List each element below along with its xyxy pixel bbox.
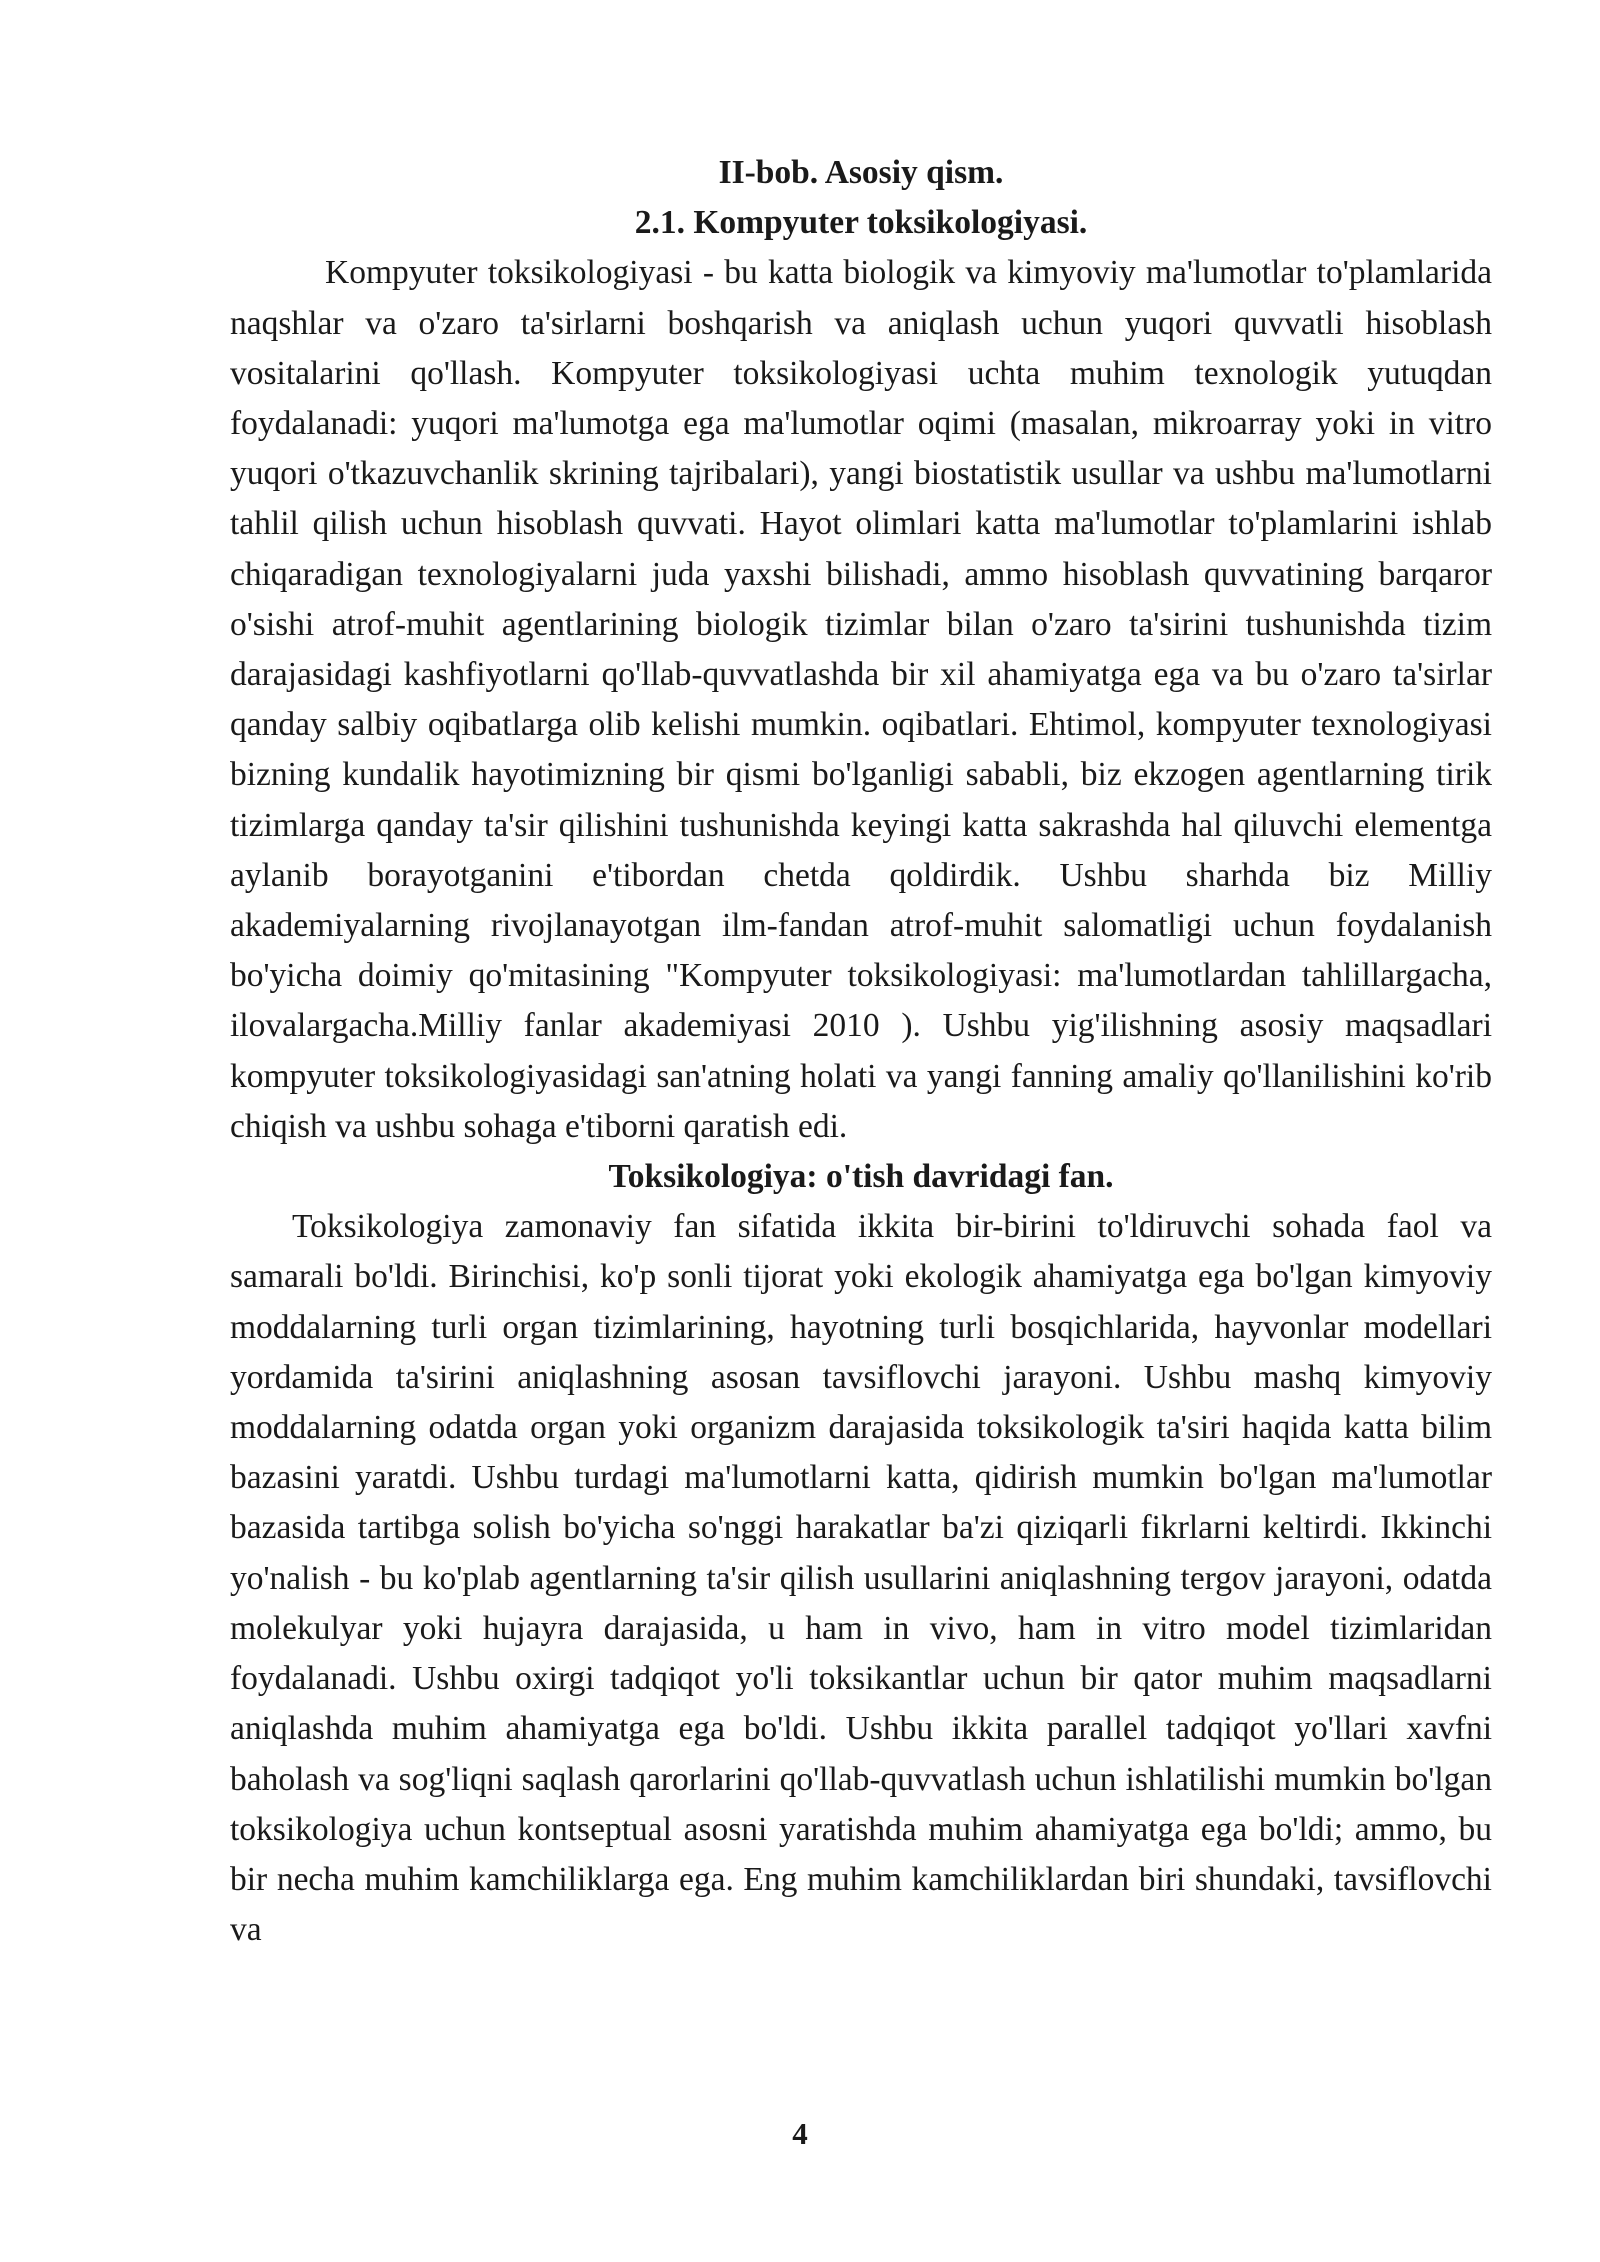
body-paragraph: Kompyuter toksikologiyasi - bu katta biologik va kimyoviy ma'lumotlar to'plamlarida naqshlar va o'zaro ta'sirlarni boshqarish va aniqlash uchun yuqori quvvatli hisoblash vositalarini qo'llash. Kompyuter toksikologiyasi uchta muhim texnologik yutuqdan foydalanadi: yuqori ma'lumotga ega ma'lumotlar oqimi (masalan, mikroarray yoki in vitro yuqori o'tkazuvchanlik skrining tajribalari), yangi biostatistik usullar va ushbu ma'lumotlarni tahlil qilish uchun hisoblash quvvati. Hayot olimlari katta ma'lumotlar to'plamlarini ishlab chiqaradigan texnologiyalarni juda yaxshi bilishadi, ammo hisoblash quvvatining barqaror o'sishi atrof-muhit agentlarining biologik tizimlar bilan o'zaro ta'sirini tushunishda tizim darajasidagi kashfiyotlarni qo'llab-quvvatlashda bir xil ahamiyatga ega va bu o'zaro ta'sirlar qanday salbiy oqibatlarga olib kelishi mumkin. oqibatlari. Ehtimol, kompyuter texnologiyasi bizning kundalik hayotimizning bir qismi bo'lganligi sababli, biz ekzogen agentlarning tirik tizimlarga qanday ta'sir qilishini tushunishda keyingi katta sakrashda hal qiluvchi elementga aylanib borayotganini e'tibordan chetda qoldirdik. Ushbu sharhda biz Milliy akademiyalarning rivojlanayotgan ilm-fandan atrof-muhit salomatligi uchun foydalanish bo'yicha doimiy qo'mitasining "Kompyuter toksikologiyasi: ma'lumotlardan tahlillargacha, ilovalargacha.Milliy fanlar akademiyasi 2010 ). Ushbu yig'ilishning asosiy maqsadlari kompyuter toksikologiyasidagi san'atning holati va yangi fanning amaliy qo'llanilishini ko'rib chiqish va ushbu sohaga e'tiborni qaratish edi. xyxy=(230,254,1492,1145)
chapter-title: II-bob. Asosiy qism. xyxy=(718,154,1004,191)
body-paragraph: Toksikologiya zamonaviy fan sifatida ikkita bir-birini to'ldiruvchi sohada faol va samarali bo'ldi. Birinchisi, ko'p sonli tijorat yoki ekologik ahamiyatga ega bo'lgan kimyoviy moddalarning turli organ tizimlarining, hayotning turli bosqichlarida, hayvonlar modellari yordamida ta'sirini aniqlashning asosan tavsiflovchi jarayoni. Ushbu mashq kimyoviy moddalarning odatda organ yoki organizm darajasida toksikologik ta'siri haqida katta bilim bazasini yaratdi. Ushbu turdagi ma'lumotlarni katta, qidirish mumkin bo'lgan ma'lumotlar bazasida tartibga solish bo'yicha so'nggi harakatlar ba'zi qiziqarli fikrlarni keltirdi. Ikkinchi yo'nalish - bu ko'plab agentlarning ta'sir qilish usullarini aniqlashning tergov jarayoni, odatda molekulyar yoki hujayra darajasida, u ham in vivo, ham in vitro model tizimlaridan foydalanadi. Ushbu oxirgi tadqiqot yo'li toksikantlar uchun bir qator muhim maqsadlarni aniqlashda muhim ahamiyatga ega bo'ldi. Ushbu ikkita parallel tadqiqot yo'llari xavfni baholash va sog'liqni saqlash qarorlarini qo'llab-quvvatlash uchun ishlatilishi mumkin bo'lgan toksikologiya uchun kontseptual asosni yaratishda muhim ahamiyatga ega bo'ldi; ammo, bu bir necha muhim kamchiliklarga ega. Eng muhim kamchiliklardan biri shundaki, tavsiflovchi va xyxy=(230,1208,1492,1949)
subsection-heading: Toksikologiya: o'tish davridagi fan. xyxy=(608,1158,1114,1196)
page-content xyxy=(230,148,1492,1955)
page-number: 4 xyxy=(792,2116,808,2151)
section-title: 2.1. Kompyuter toksikologiyasi. xyxy=(634,204,1088,242)
